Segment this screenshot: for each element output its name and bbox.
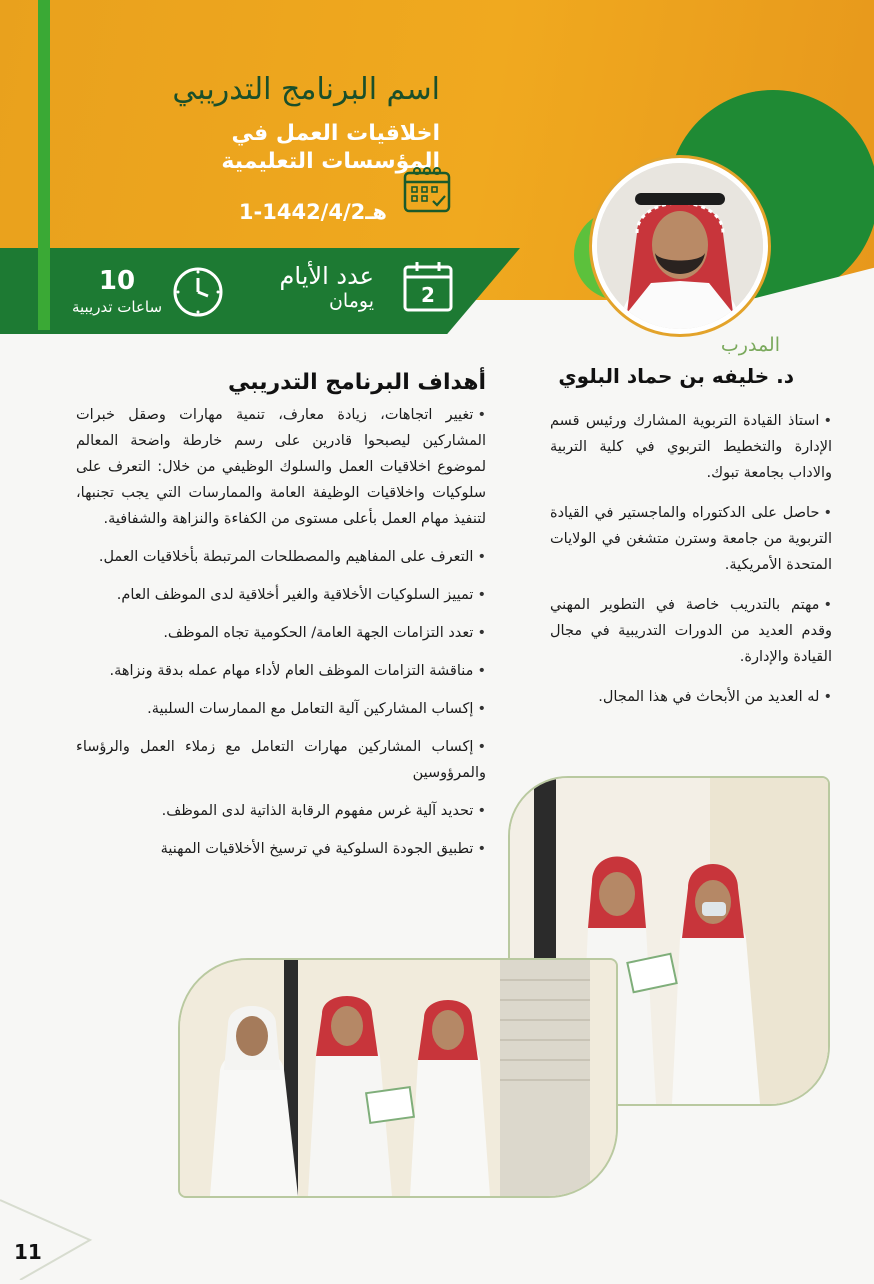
hours-label: ساعات تدريبية	[71, 298, 163, 316]
hours-value: 10	[98, 266, 136, 296]
list-item: •له العديد من الأبحاث في هذا المجال.	[598, 689, 832, 705]
list-item: •مناقشة التزامات الموظف العام لأداء مهام عمله بدقة ونزاهة.	[109, 663, 486, 679]
trainer-photo	[592, 158, 768, 334]
list-item: •تطبيق الجودة السلوكية في ترسيخ الأخلاقيات المهنية	[160, 841, 486, 857]
trainer-name: د. خليفه بن حماد البلوي	[558, 364, 794, 388]
trainer-role: المدرب	[720, 334, 780, 356]
corner-decoration	[0, 1190, 120, 1280]
program-date: 1-1442/4/2هـ	[238, 200, 387, 224]
list-item: •تغيير اتجاهات، زيادة معارف، تنمية مهارات وصقل خبرات المشاركين ليصبحوا قادرين على رسم خارطة واضحة المعالم لموضوع اخلاقيات العمل والسلوك الوظيفي من خلال: التعرف على سلوكيات واخلاقيات الوظيفة العامة والممارسات التي يجب تجنبها، لتنفيذ مهام العمل بأعلى مستوى من الكفاءة والنزاهة والشفافية.	[76, 407, 486, 527]
days-label: عدد الأيام	[279, 262, 374, 290]
page-number: 11	[14, 1240, 42, 1264]
calendar-day-icon	[402, 259, 454, 313]
objectives-list	[76, 402, 486, 874]
days-value: يومان	[328, 290, 374, 312]
clock-icon	[172, 266, 224, 318]
list-item: •مهتم بالتدريب خاصة في التطوير المهني وقدم العديد من الدورات التدريبية في مجال القيادة والإدارة.	[550, 597, 832, 665]
list-item: •تمييز السلوكيات الأخلاقية والغير أخلاقية لدى الموظف العام.	[116, 587, 486, 603]
list-item: •إكساب المشاركين مهارات التعامل مع زملاء العمل والرؤساء والمرؤوسين	[76, 739, 486, 781]
list-item: •استاذ القيادة التربوية المشارك ورئيس قسم الإدارة والتخطيط التربوي في كلية التربية والاداب بجامعة تبوك.	[550, 413, 832, 481]
event-photo-2	[178, 958, 618, 1198]
trainer-bio-list	[550, 408, 832, 724]
program-label: اسم البرنامج التدريبي	[172, 72, 440, 107]
days-count: 2	[421, 283, 435, 307]
objectives-title: أهداف البرنامج التدريبي	[227, 370, 486, 395]
program-name: اخلاقيات العمل في المؤسسات التعليمية	[221, 121, 440, 174]
calendar-icon	[402, 165, 452, 215]
list-item: •تحديد آلية غرس مفهوم الرقابة الذاتية لدى الموظف.	[161, 803, 486, 819]
list-item: •حاصل على الدكتوراه والماجستير في القيادة التربوية من جامعة وسترن متشغن في الولايات المتحدة الأمريكية.	[550, 505, 832, 573]
list-item: •تعدد التزامات الجهة العامة/ الحكومية تجاه الموظف.	[163, 625, 486, 641]
list-item: •التعرف على المفاهيم والمصطلحات المرتبطة بأخلاقيات العمل.	[98, 549, 486, 565]
list-item: •إكساب المشاركين آلية التعامل مع الممارسات السلبية.	[147, 701, 486, 717]
edge-bar	[38, 0, 50, 330]
